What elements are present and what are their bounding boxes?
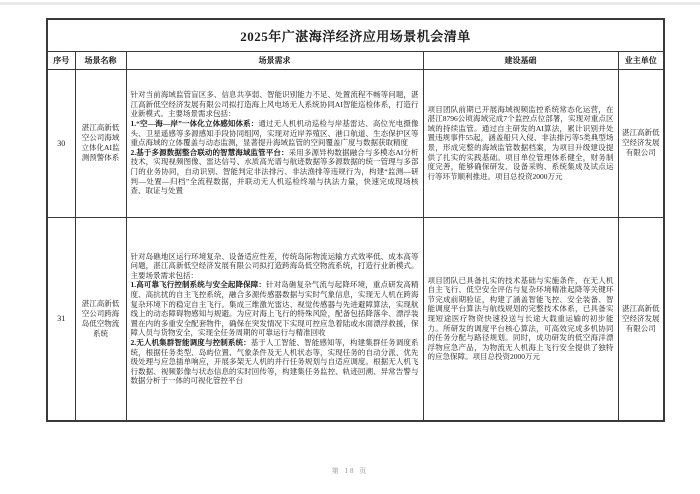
row-scene-demand [126,217,423,421]
demand-item-1 [131,119,419,148]
table-row [47,69,664,217]
row-serial-no: 31 [47,217,75,421]
row-owner-unit: 湛江高新低空经济发展有限公司 [618,217,664,421]
demand-item-1-label: 1.“空—海—岸”一体化立体感知体系： [130,119,259,129]
row-serial-no: 30 [47,69,75,217]
demand-item-1 [131,280,419,338]
table-row [47,217,664,421]
header-serial-no: 序号 [47,51,75,69]
demand-intro: 针对当前海域监管盲区多、信息共享弱、智能识别能力不足、处置流程不畅等问题，湛江高新低空经济发展有限公司拟打造海上风电场无人系统协同AI智能巡检体系，打造行业新模式。主要场景需求包括： [130,90,419,119]
demand-item-1-label: 1.高可靠飞行控制系统与安全起降保障： [130,280,266,290]
row-construction-basis: 项目团队前期已开展海域视频监控系统常态化运营，在湛江8796公顷海域完成7个监控点位部署，实现对重点区域的持续监管。通过自主研发的AI算法，累计识别并处置违规事件55起，涵盖船只入侵、非法排污等5类典型场景，形成完整的海域监管数据档案，为项目升级建设提供了扎实的实践基础。项目单位管理体系健全，财务制度完善，能够确保研发、设备采购、系统集成及试点运行等环节顺利推进。项目总投资2000万元 [423,69,618,217]
document-title: 2025年广湛海洋经济应用场景机会清单 [47,19,664,51]
row-scene-demand [126,69,423,217]
demand-intro: 针对岛礁地区运行环境复杂、设备适应性差，传统岛际物流运输方式效率低、成本高等问题，湛江高新低空经济发展有限公司拟打造跨海岛低空物流系统，打造行业新模式。主要场景需求包括： [130,251,419,280]
header-scene-demand: 场景需求 [126,51,423,69]
header-row [47,51,664,69]
row-scene-name: 湛江高新低空公司跨海岛低空物流系统 [75,217,126,421]
row-owner-unit: 湛江高新低空经济发展有限公司 [618,69,664,217]
row-scene-name: 湛江高新低空公司海域立体化AI监测预警体系 [75,69,126,217]
row-construction-basis: 项目团队已具备扎实的技术基础与实施条件，在无人机自主飞行、低空安全评估与复杂环境精准起降等关键环节完成前期验证，构建了涵盖智能飞控、安全装备、智能调度平台算法与航线规划的完整技术体系，已具备实现短途医疗物资快速投送与长途大载重运输的初步能力。所研发的调度平台核心算法，可高效完成多机协同的任务分配与路径规划。同时，成功研发的低空海洋漂浮物应急产品，为物流无人机海上飞行安全提供了独特的应急保障。项目总投资2000万元 [423,217,618,421]
demand-item-1-text: 通过无人机机动巡检与岸基雷达、高位光电摄像头、卫星遥感等多源感知手段协同组网，实现对近岸养殖区、港口航道、生态保护区等重点海域的立体覆盖与动态监测，显著提升海域监管的空间覆盖广度与数据获取精度 [130,119,419,148]
demand-item-2-label: 2.无人机集群智能调度与控制系统： [130,337,251,347]
demand-item-1-text: 针对岛礁复杂气流与起降环境，重点研发高精度、高抗扰的自主飞控系统，融合多源传感器数据与实时气象信息，实现无人机在跨海复杂环境下的稳定自主飞行。集成三维激光雷达、视觉传感器与先进避障算法，实现航线上的动态障碍物感知与规避。为应对海上飞行的特殊风险，配备包括降落伞、漂浮装置在内的多重安全配套物件，确保在突发情况下实现可控应急着陆或水面漂浮救援，保障人员与货物安全，实现全任务周期的可靠运行与精准回收 [130,280,419,338]
title-row [47,19,664,51]
opportunity-list-table [46,18,665,422]
header-construction-basis: 建设基础 [423,51,618,69]
header-owner-unit: 业主单位 [618,51,664,69]
header-scene-name: 场景名称 [75,51,126,69]
demand-item-2-text: 采用多源异构数据融合与多模态AI分析技术，实现视频图像、雷达信号、水质高光谱与航迹数据等多源数据的统一管理与多部门的业务协同，自动识别、智能判定非法排污、非法渔排等违规行为，构建“监测—研判—处置—归档”全流程数据，并联动无人机巡检终端与执法力量，快速完成现场核查、取证与处置 [130,147,419,196]
page-number: 第 18 页 [331,467,369,475]
demand-item-2-text: 基于人工智能、智能感知等，构建集群任务调度系统，根据任务类型、岛屿位置、气象条件及无人机状态等，实现任务的自动分派、优先级处理与应急插单响应，开展多架无人机的并行任务规划与自适应调度。根据无人机飞行数据、视频影像与状态信息的实时回传等，构建集任务监控、轨迹回溯、异常告警与数据分析于一体的可视化管控平台 [130,337,419,386]
page-top-edge [0,2,700,5]
demand-item-2 [131,148,419,196]
demand-item-2 [131,338,419,386]
demand-item-2-label: 2.基于多源数据整合联动的智慧海域监管平台： [130,147,289,157]
